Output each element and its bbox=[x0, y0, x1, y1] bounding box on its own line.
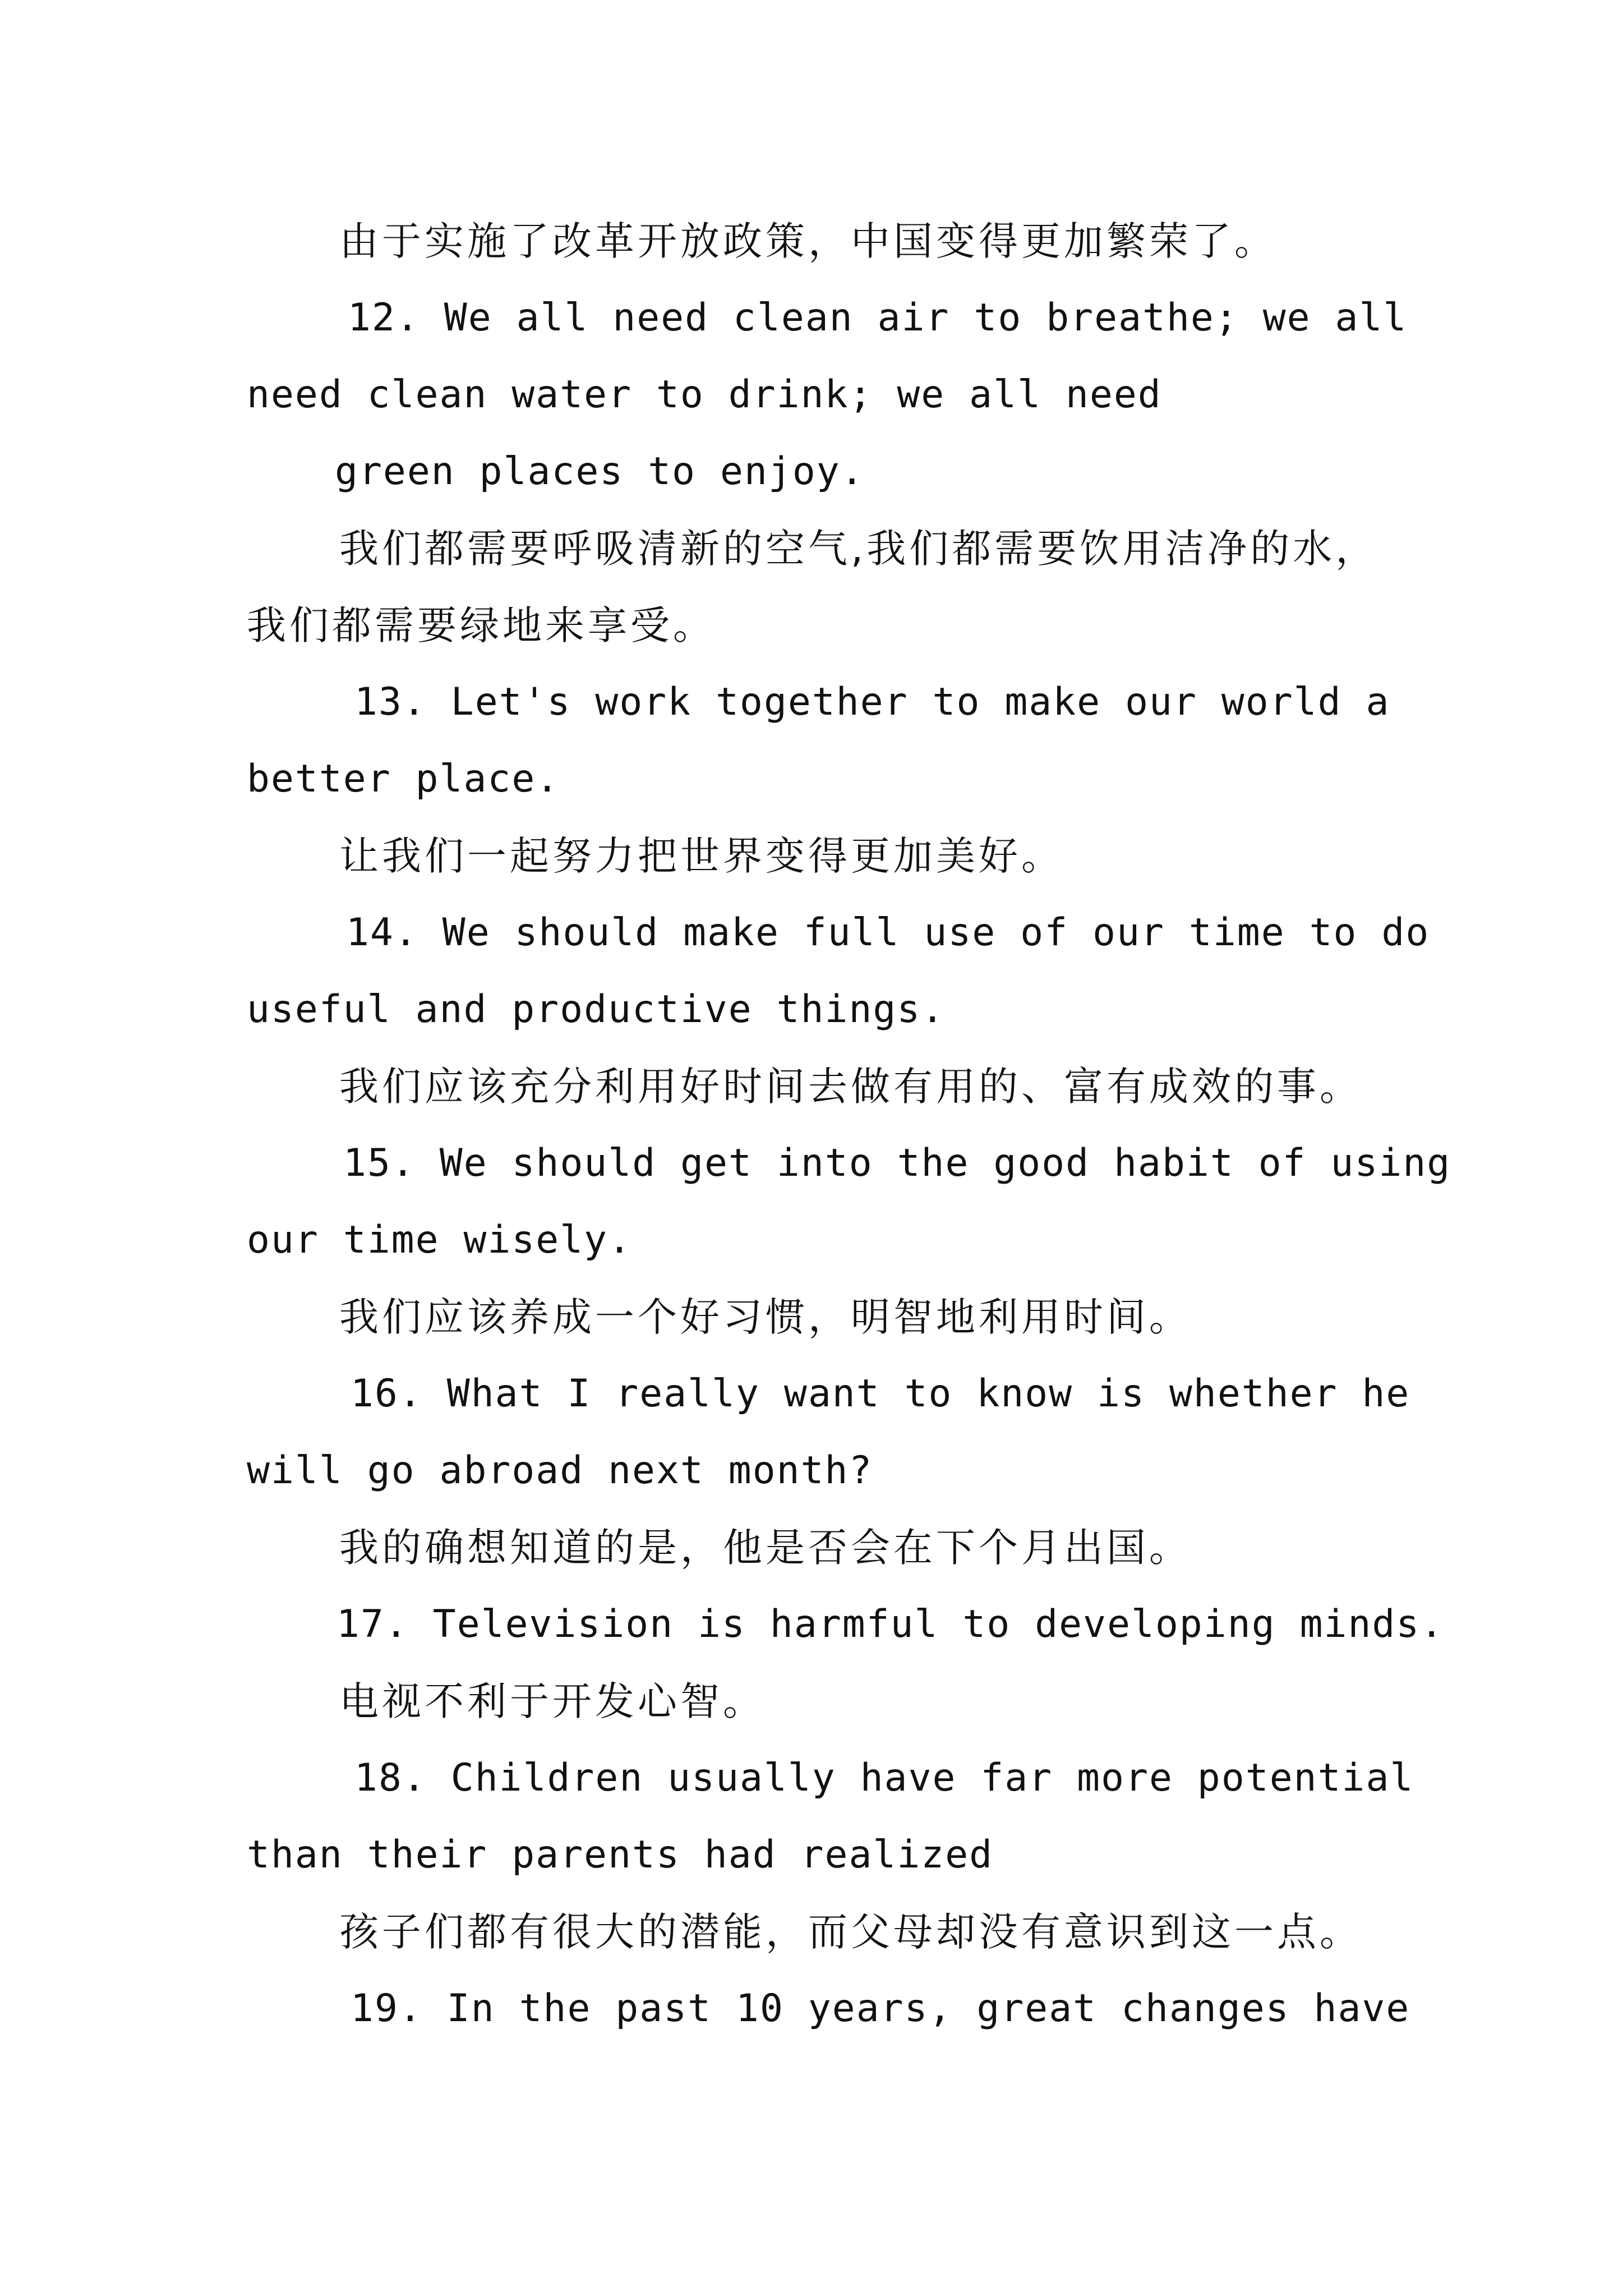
text-line: 19. In the past 10 years, great changes have bbox=[351, 1986, 1410, 2031]
text-line: 孩子们都有很大的潜能，而父母却没有意识到这一点。 bbox=[339, 1909, 1362, 1955]
text-line: 17. Television is harmful to developing minds. bbox=[336, 1602, 1445, 1646]
text-line: green places to enjoy. bbox=[335, 449, 865, 494]
text-line: our time wisely. bbox=[247, 1218, 633, 1262]
text-line: 我的确想知道的是，他是否会在下个月出国。 bbox=[339, 1525, 1192, 1571]
text-line: need clean water to drink; we all need bbox=[247, 372, 1162, 417]
text-line: 由于实施了改革开放政策，中国变得更加繁荣了。 bbox=[339, 218, 1277, 264]
text-line: 18. Children usually have far more potential bbox=[354, 1756, 1414, 1800]
text-line: 13. Let's work together to make our world a bbox=[354, 680, 1390, 724]
text-line: 我们应该养成一个好习惯，明智地利用时间。 bbox=[339, 1294, 1192, 1340]
text-line: 我们都需要绿地来享受。 bbox=[247, 602, 716, 648]
text-line: 15. We should get into the good habit of using bbox=[343, 1141, 1451, 1185]
text-line: useful and productive things. bbox=[247, 987, 946, 1032]
text-line: 我们都需要呼吸清新的空气,我们都需要饮用洁净的水， bbox=[339, 526, 1378, 572]
text-line: 电视不利于开发心智。 bbox=[339, 1678, 766, 1724]
text-line: than their parents had realized bbox=[247, 1833, 994, 1877]
text-line: will go abroad next month? bbox=[247, 1448, 873, 1493]
text-line: better place. bbox=[247, 757, 560, 801]
text-line: 我们应该充分利用好时间去做有用的、富有成效的事。 bbox=[339, 1064, 1362, 1110]
text-line: 14. We should make full use of our time to do bbox=[346, 910, 1430, 955]
text-line: 12. We all need clean air to breathe; we all bbox=[348, 296, 1408, 340]
text-line: 16. What I really want to know is whether he bbox=[351, 1372, 1410, 1416]
text-line: 让我们一起努力把世界变得更加美好。 bbox=[339, 833, 1064, 879]
